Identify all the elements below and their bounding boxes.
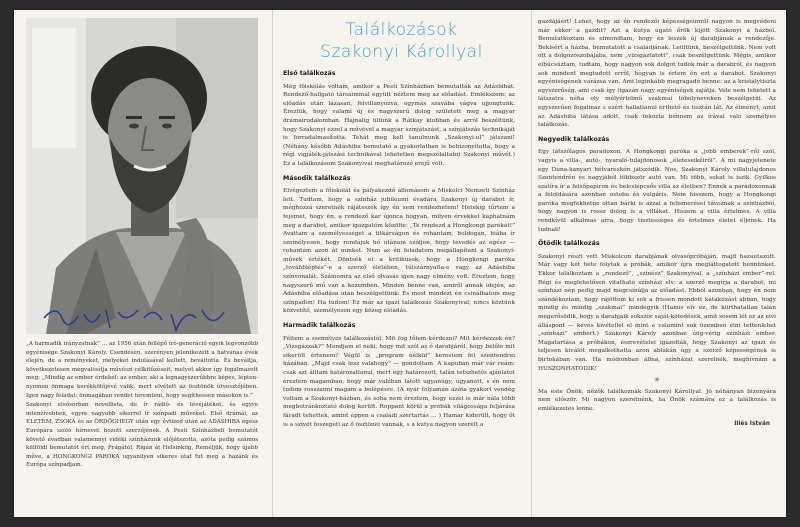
title-line-1: Találkozások [345, 20, 458, 40]
section-heading: Első találkozás [283, 70, 336, 77]
author-introduction [26, 340, 258, 471]
section-heading: Ötödik találkozás [538, 240, 600, 248]
author-name: Illés István [734, 420, 770, 427]
section-heading: Második találkozás [283, 174, 351, 182]
section-heading: Negyedik találkozás [538, 135, 610, 143]
author-portrait [26, 18, 258, 334]
intro-paragraph: Szakonyi elsősorban novellista, de ír rádió- és tévéjátékot, és egyre intenzívebben, egyre nagyobb sikerrel ír színpadi műveket. Első drámái, az ELETEM, ZSOKA és az ÖRDÖGHEGY után egy évtized után az ADÁSHIBA egész Európára szóló hírnevet hozott szerzőjének. A Pesti Színházbeli bemutatót követő évadban valamennyi vidéki színházunk előjátszotta, azóta pedig számos külföldi bemutatót ért meg, Prágától, Rigán át Helsinkiig, Reméljük, hogy újabb műve, a HONGKONGI PAROKA ugyanilyen sikeres utat fut meg a hazánk és Európa színpadjain. [26, 402, 258, 469]
portrait-image [26, 18, 258, 334]
right-panel [531, 10, 786, 517]
program-leaflet [14, 10, 786, 517]
section-text: Még főiskolás voltam, amikor a Pesti Színházban bemutatták az Adáshibát. Rendező-hallgató társaimmal együtt néztem meg az előadást. Emlékszem: az előadás után lázasan, felvillanyozva, egymás szavába vágva ujjongtunk. Éreztük, hogy valami új és nagyszerű dolog született meg a magyar drámairodalomban. Hajnalig ültünk a Rátkay klubban és arról beszéltünk, hogy Szakonyi ezzel a művével a magyar színjátszást, a színjátszás technikáját is forradalmasította. Tehát meg kell tanulnunk „Szakonyi-ul” játszani! (Néhány később Adáshiba bemutató a gyakorlatban is bebizonyította, hogy a régi vígjáték-játszási technikával lehetetlen megszólaltatni Szakonyi művét.) Ez a találkozásom Szakonyival meghatározó erejű volt. [283, 83, 515, 167]
section-heading: Harmadik találkozás [283, 322, 356, 330]
section-text: gazdájáért! Lehet, hogy az én rendezői képességeimről nagyon is megvédeni már ekkor a gazdit? Azt a kutya ugató őrök kijött Szakonyi a házból. Bemutatkoztam és elmondtam, hogy én leszek új darabjának a rendezője. Bekísért a házba, bemutatott a családjának. Leültünk, beszélgettünk. Nem volt ott a dolgozószobájába, nem „vizsgáztatott”, csak beszélgettünk. Mégis, amikor elbúcsúztam, tudtam, hogy nagyon sok dolgot tudok már a darabról, és nagyon sok mindent megtudott erről, hogyan is értem én ezt a darabot. Szakonyi egyéniségének varázsa van. Ami leginkább megragadó benne: az a kristálytiszta egyszerűség, ami csak így (igazán nagy egyéniségek sajátja. Vele nem lehetett a látszatra néha oly mélyértelmű szakmai tóbolyneveken beszélgetni. Az egyszerűen fogalmaz s ezért hallatlanul érthető és tisztán lát. Az élményt, amit az Adáshiba látása adott, csak fokozta bennem az írával való személyes találkozás. [538, 19, 776, 129]
intro-paragraph: „A harmadik irányzatnak” ... az 1956 után fellépő író-generáció egyik legvonzóbb egyénisége Szakonyi Károly. Csendesen, szerényen jelentkezett a hatvanas évek elején, de a reményeket, melyeket indulásával keltett, beváltotta. És beváltja, következetesen megvalósítja művészi célkitűzéseit, melyet akkor így fogalmazott meg: „Mindig az ember érdekel: az ember, aki a legnagyszerűbbre képes, lépten-nyomon önmaga kerékkötőjévé válik, mert elvétett az ösztönök útvesztőjében. Igen nagy feladat: önmagában rendet teremteni, hogy segíthessen másokon is.” [26, 341, 258, 399]
closing-text: Ma este Önök, nézők találkoznak Szakonyi Károllyal. Jó néhányan bizonyára nem először. Mi nagyon szeretnénk, ha Önök számára ez a találkozás is emlékezetes lenne. [538, 388, 776, 412]
star-divider-icon: ✳ [654, 376, 660, 385]
section-text: Egy látszólagos paradoxon. A Hongkongi paróka a „jobb emberek”-ről szól, vagyis a villa-, autó-, nyaraló-tulajdonosok „életeseikéiről”. A mi nagyjelenete egy Duna-kanyari hétvareskón játszódik. Nos, Szakonyi Károly villatulajdonos Szentendrén és nagyjából többször autó van. Mi több, sokat is iszik. Gyilkos szatíra ír a felsőpapiron és belcslépcsős villa az életben? Ennek a paradoxonnak a feloldására azonban ostoba és vulgáris. Nem hisszem, hogy a Hongkongi paróka megfekhetne ottan bárki is azzal a felismerésel távoznak a színházból, hogy nagyon is rossz dolog is a villákat. Hiszem a villa értelmes. A villa rendkívül alkalmas arra, hogy tisztességes és értelmes életet éljenek. Ha tudnak! [538, 149, 776, 233]
middle-panel [272, 10, 529, 517]
section-text: Elvégeztem a főiskolát és pályakezdő állomásom a Miskolci Nemzeti Színház lett. Tudtam, hogy a színház jubileumi évadára Szakonyi új darabot ír, méghozzá szeretnék rájátsszék így én sem rendezhetem! Hetekig tűrtem a fejemet, hogy én, a rendező kar újonca hogyan, milyen érvekkel kaphatnám meg a darabot, amikor igazgatóm közölte: „Te rendezd a Hongkongi parókát!” Avattam a személyességet a titkárságon és rohantam, boldogan, hiába ír személyesen, hogy rondájuk hó utánam szóljon, hogy tévedés az egész — rohantam azon át minket. Nem az én feladatom megállapítani a Szakonyi-művek értékét. Döntsék el a kritikusok, hogy a Hongkongi paróka „továbbléptés”-e a szerző életében, túlszárnyalta-e vagy az Adáshiba színvonalát. Számomra az első olvasás igen nagy élmény volt. Éreztem, hogy nagyszerű mű van a kezemben. Minden benne van, amiről annak idején, az Adáshiba előadása után beszélgettünk. És most mindezt én csinálhatom meg színpadon! Ha tudom! Ez már az igazi találkozás Szakonyival; nincs köztünk közvetítő, személyesen egy közeg előadás. [283, 188, 515, 315]
left-panel [14, 10, 270, 517]
title-line-2: Szakonyi Károllyal [320, 42, 483, 62]
section-text: Féltem a személyes találkozástól. Mit fog tőlem kérdezni? Mit kérdezzek én? „Vizsgázzak?” Mondjam el neki, hogy mit szól az ő darabjáról, hogy belőle mit sikerült értenem? Végül is „program nélkül” kerestem fel szentendrei házában. „Majd csak lesz valahogy” — gondoltam. A kapuban már vár reám: csak azt álltam határozatlanul, mert egy határozott, talán tetszhetős ajánlatot éreztem magamban, hogy már valóban látott ugyanúgy, ugyanott, s én nem tudom rosszanni magam a belépésre. (A nyár folyamán azóta gyakori vendég voltam a Szakonyi-házban, és soha nem éreztem, hogy ezzel is már nála több megbotránkoztató dolog került. Roppant körül a próbák világossága feljárása fáradt tehettek, amint éppen a családi szertartás ... ) Hamar kiderült, hogy őt is a szívét feszegeti az ő ösztönei vannak, s a kutya nagyon szerelt a [283, 335, 515, 428]
section-text: Szakonyi részt vett Miskolcon darabjának olvasópróbáján, majd hazautazott. Már vagy két hete folytak a próbák, amikor újra megláttogatott bennünket. Ekkor találkoztam a „rendező”, „színész” Szakonyival, a „színházi ember”-rel. Régi és meglehetősen vitatható színházi elv: a szerző megírja a darabot, mi színházi nép pedig majd megcsinálja az előadást. Ebből azonban, hogy én nem szándékoztam, hogy rájöttem ki sok a frissen mondott katakiizást abban, hogy mindig és mindig „szakmai” mindegyik (Hamis elv ez, de kiirthatatlan talán megerősödik, hogy a darabjaik sokszor saját-kötedések, amit sosem lét ez az elvi álláspont — kevés kivétellel el mint a valamint sok üzemben élni tettenlehet „színházi” embert.) Szakonyi Károly azonban ízig-vérig színházi ember. Magatartása a próbákon, észrevételei igazolták, hogy Szakonyi az igazi és teljesen kiválót megalkothatta azon ablakán úgy a szerző képességének is birtokában van. Ha módomban állna, színházat szerelnék, meghívnám a HUSZONHATODIK! [538, 253, 776, 372]
right-column [538, 18, 776, 428]
middle-column [283, 64, 515, 429]
